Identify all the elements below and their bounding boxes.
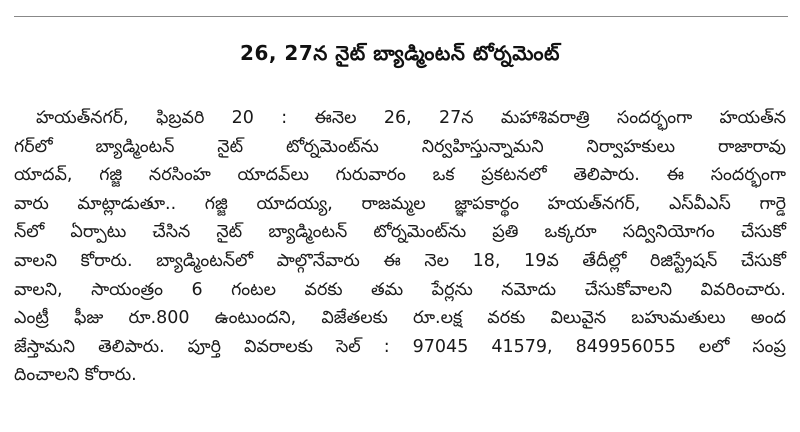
article-line: హయత్‌నగర్, ఫిబ్రవరి 20 : ఈనెల 26, 27న మహాశివరాత్రి సందర్భంగా హయత్‌న [36, 108, 786, 128]
article-line: యాదవ్, గజ్జి నరసింహ యాదవ్‌లు గురువారం ఒక ప్రకటనలో తెలిపారు. ఈ సందర్భంగా [14, 165, 786, 186]
masthead-strip [0, 0, 800, 20]
article-line: వాలని, సాయంత్రం 6 గంటల వరకు తమ పేర్లను నమోదు చేసుకోవాలని వివరించారు. [14, 279, 786, 300]
masthead-rule [14, 16, 788, 17]
article-line: న్‌లో ఏర్పాటు చేసిన నైట్ బ్యాడ్మింటన్ టోర్నమెంట్‌ను ప్రతి ఒక్కరూ సద్వినియోగం చేసుకో [14, 222, 786, 243]
article-line: గర్‌లో బ్యాడ్మింటన్ నైట్ టోర్నమెంట్‌ను నిర్వహిస్తున్నామని నిర్వాహకులు రాజారావు [14, 136, 786, 157]
article-line: దించాలని కోరారు. [14, 365, 137, 386]
article-line: వారు మాట్లాడుతూ.. గజ్జి యాదయ్య, రాజమ్మల జ్ఞాపకార్థం హయత్‌నగర్, ఎస్‌వీఎస్ గార్డె [14, 193, 786, 214]
article-line: ఎంట్రీ ఫీజు రూ.800 ఉంటుందని, విజేతలకు రూ.లక్ష వరకు విలువైన బహుమతులు అంద [14, 308, 786, 329]
article-line: వాలని కోరారు. బ్యాడ్మింటన్‌లో పాల్గొనేవారు ఈ నెల 18, 19వ తేదీల్లో రిజిస్ట్రేషన్ చేసుకో [14, 250, 786, 271]
article-headline: 26, 27న నైట్ బ్యాడ్మింటన్ టోర్నమెంట్ [240, 41, 560, 65]
article-body [14, 104, 786, 390]
article-line: జేస్తామని తెలిపారు. పూర్తి వివరాలకు సెల్ : 97045 41579, 849956055 లలో సంప్ర [14, 336, 786, 357]
